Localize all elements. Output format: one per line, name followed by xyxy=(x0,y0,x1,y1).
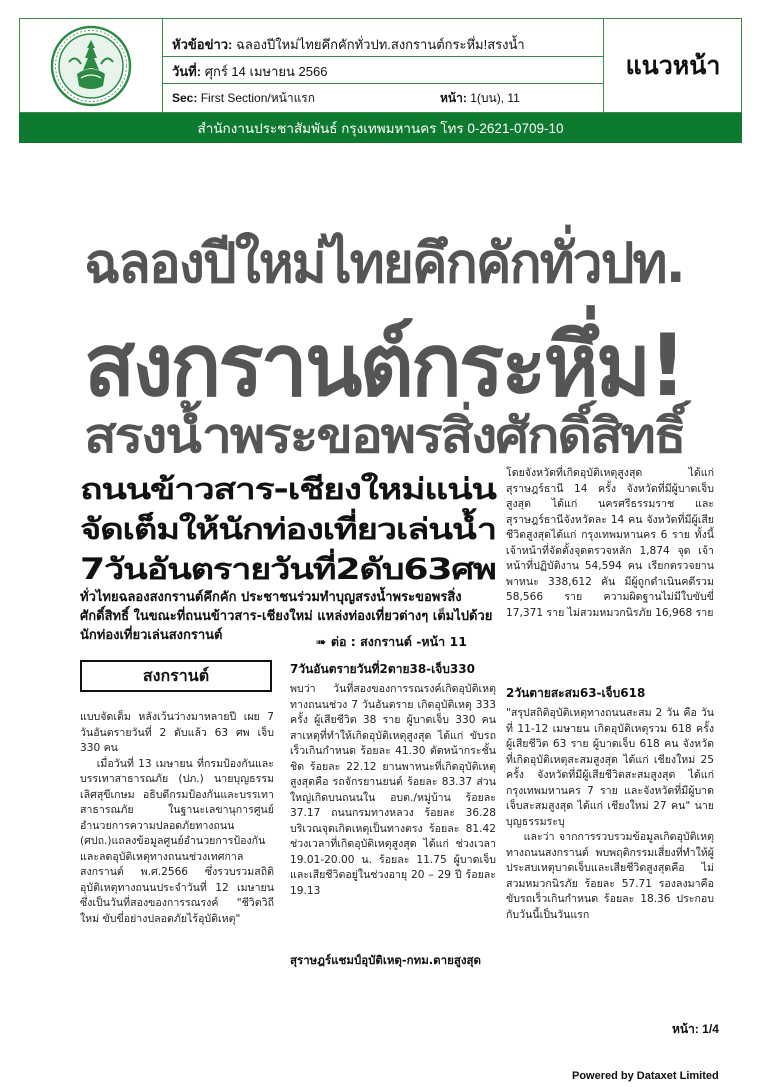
column-1-text: แบบจัดเต็ม หลังเว้นว่างมาหลายปี เผย 7 วันอันตรายวันที่ 2 ดับแล้ว 63 ศพ เจ็บ 330 คน เมื่อวันที่ 13 เมษายน ที่กรมป้องกันและบรรเทาสาธารณภัย (ปภ.) นายบุญธรรม เลิศสุขีเกษม อธิบดีกรมป้องกันและบรรเทาสาธารณภัย ในฐานะเลขานุการศูนย์อำนวยการความปลอดภัยทางถนน (ศปถ.)แถลงข้อมูลศูนย์อำนวยการป้องกันและลดอุบัติเหตุทางถนนช่วงเทศกาลสงกรานต์ พ.ศ.2566 ซึ่งรวบรวมสถิติอุบัติเหตุทางถนนประจำวันที่ 12 เมษายน ซึ่งเป็นวันที่สองของการรณรงค์ "ชีวิตวิถีใหม่ ขับขี่อย่างปลอดภัยไร้อุบัติเหตุ" xyxy=(80,711,274,925)
page-label: หน้า: xyxy=(440,91,467,105)
date-value: ศุกร์ 14 เมษายน 2566 xyxy=(204,64,328,79)
subheadline-1: ถนนข้าวสาร-เชียงใหม่แน่น xyxy=(80,472,496,506)
bma-seal-logo xyxy=(19,18,163,113)
continue-reference: ➠ ต่อ : สงกรานต์ -หน้า 11 xyxy=(316,634,467,649)
section-row xyxy=(172,89,422,108)
section-box-label: สงกรานต์ xyxy=(80,660,272,692)
column-3-heading: 2วันตายสะสม63-เจ็บ618 xyxy=(506,686,646,700)
column-3-text-a: โดยจังหวัดที่เกิดอุบัติเหตุสูงสุด ได้แก่ สุราษฎร์ธานี 14 ครั้ง จังหวัดที่มีผู้บาดเจ็บสูงสุด ได้แก่ นครศรีธรรมราช และสุราษฎร์ธานีจังหวัดละ 14 คน จังหวัดที่มีผู้เสียชีวิตสูงสุดได้แก่ กรุงเทพมหานคร 6 ราย ทั้งนี้ เจ้าหน้าที่จัดตั้งจุดตรวจหลัก 1,874 จุด เจ้าหน้าที่ปฏิบัติงาน 54,594 คน เรียกตรวจยานพาหนะ 338,612 คัน มีผู้ถูกดำเนินคดีรวม 58,566 ราย ความผิดฐานไม่มีใบขับขี่ 17,371 ราย ไม่สวมหมวกนิรภัย 16,968 ราย xyxy=(506,467,714,619)
column-2-footer-heading: สุราษฎร์แชมป์อุบัติเหตุ-กทม.ตายสูงสุด xyxy=(290,953,481,967)
headline-line2: สงกรานต์กระหึ่ม! xyxy=(84,316,684,416)
column-3-text-b: "สรุปสถิติอุบัติเหตุทางถนนสะสม 2 วัน คือ วันที่ 11-12 เมษายน เกิดอุบัติเหตุรวม 618 ครั้ง ผู้เสียชีวิต 63 ราย ผู้บาดเจ็บ 618 คน จังหวัดที่เกิดอุบัติเหตุสะสมสูงสุด ได้แก่ เชียงใหม่ 25 ครั้ง จังหวัดที่มีผู้เสียชีวิตสะสมสูงสุด ได้แก่ กรุงเทพมหานคร 7 ราย และจังหวัดที่มีผู้บาดเจ็บสะสมสูงสุด ได้แก่ เชียงใหม่ 27 คน" นายบุญธรรมระบุ และว่า จากการรวบรวมข้อมูลเกิดอุบัติเหตุทางถนนสงกรานต์ พบพฤติกรรมเสี่ยงที่ทำให้ผู้ประสบเหตุบาดเจ็บและเสียชีวิตสูงสุดคือ ไม่สวมหมวกนิรภัย ร้อยละ 57.71 รองลงมาคือ ขับรถเร็วเกินกำหนด ร้อยละ 18.36 ประกอบกับวันนี้เป็นวันแรก xyxy=(506,707,714,921)
headline-value: ฉลองปีใหม่ไทยคึกคักทั่วปท.สงกรานต์กระหึ่ม!สรงน้ำ xyxy=(236,37,525,52)
lead-paragraph: ทั่วไทยฉลองสงกรานต์คึกคัก ประชาชนร่วมทำบุญสรงน้ำพระขอพรสิ่งศักดิ์สิทธิ์ ในขณะที่ถนนข้าวสาร-เชียงใหม่ แหล่งท่องเที่ยวต่างๆ เต็มไปด้วยนักท่องเที่ยวเล่นสงกรานต์ xyxy=(80,590,493,643)
page-row xyxy=(440,89,600,108)
header-divider xyxy=(163,56,604,57)
column-2-heading: 7วันอันตรายวันที่2ตาย38-เจ็บ330 xyxy=(290,662,475,676)
header-divider xyxy=(163,83,604,84)
logo-cell xyxy=(19,18,163,113)
page-count: หน้า: 1/4 xyxy=(672,1022,719,1036)
powered-by: Powered by Dataxet Limited xyxy=(572,1070,719,1082)
subheadline-2: จัดเต็มให้นักท่องเที่ยวเล่นน้ำ xyxy=(80,512,496,546)
headline-label: หัวข้อข่าว: xyxy=(172,37,233,52)
subheadline-3: 7วันอันตรายวันที่2ดับ63ศพ xyxy=(80,552,496,586)
section-label: Sec: xyxy=(172,91,198,105)
date-label: วันที่: xyxy=(172,64,202,79)
section-value: First Section/หน้าแรก xyxy=(200,91,316,105)
column-2-text: พบว่า วันที่สองของการรณรงค์เกิดอุบัติเหตุทางถนนช่วง 7 วันอันตราย เกิดอุบัติเหตุ 333 ครั้ง ผู้เสียชีวิต 38 ราย ผู้บาดเจ็บ 330 คน สาเหตุที่ทำให้เกิดอุบัติเหตุสูงสุด ได้แก่ ขับรถเร็วเกินกำหนด ร้อยละ 41.30 ตัดหน้ากระชั้นชิด ร้อยละ 22.12 ยานพาหนะที่เกิดอุบัติเหตุสูงสุดคือ รถจักรยานยนต์ ร้อยละ 83.37 ส่วนใหญ่เกิดบนถนนใน อบต./หมู่บ้าน ร้อยละ 37.17 ถนนกรมทางหลวง ร้อยละ 36.28 บริเวณจุดเกิดเหตุเป็นทางตรง ร้อยละ 81.42 ช่วงเวลาที่เกิดอุบัติเหตุสูงสุด ได้แก่ ช่วงเวลา 19.01-20.00 น. ร้อยละ 11.75 ผู้บาดเจ็บและเสียชีวิตอยู่ในช่วงอายุ 20 – 29 ปี ร้อยละ 19.13 xyxy=(290,683,496,897)
page-value: 1(บน), 11 xyxy=(470,91,520,105)
headline-line1: ฉลองปีใหม่ไทยคึกคักทั่วปท. xyxy=(84,231,684,295)
headline-line3: สรงน้ำพระขอพรสิ่งศักดิ์สิทธิ์ xyxy=(84,408,685,464)
position-label: แนวหน้า xyxy=(625,51,721,80)
date-row xyxy=(172,61,600,82)
agency-bar: สำนักงานประชาสัมพันธ์ กรุงเทพมหานคร โทร 0-2621-0709-10 xyxy=(19,113,742,143)
headline-row xyxy=(172,34,600,55)
